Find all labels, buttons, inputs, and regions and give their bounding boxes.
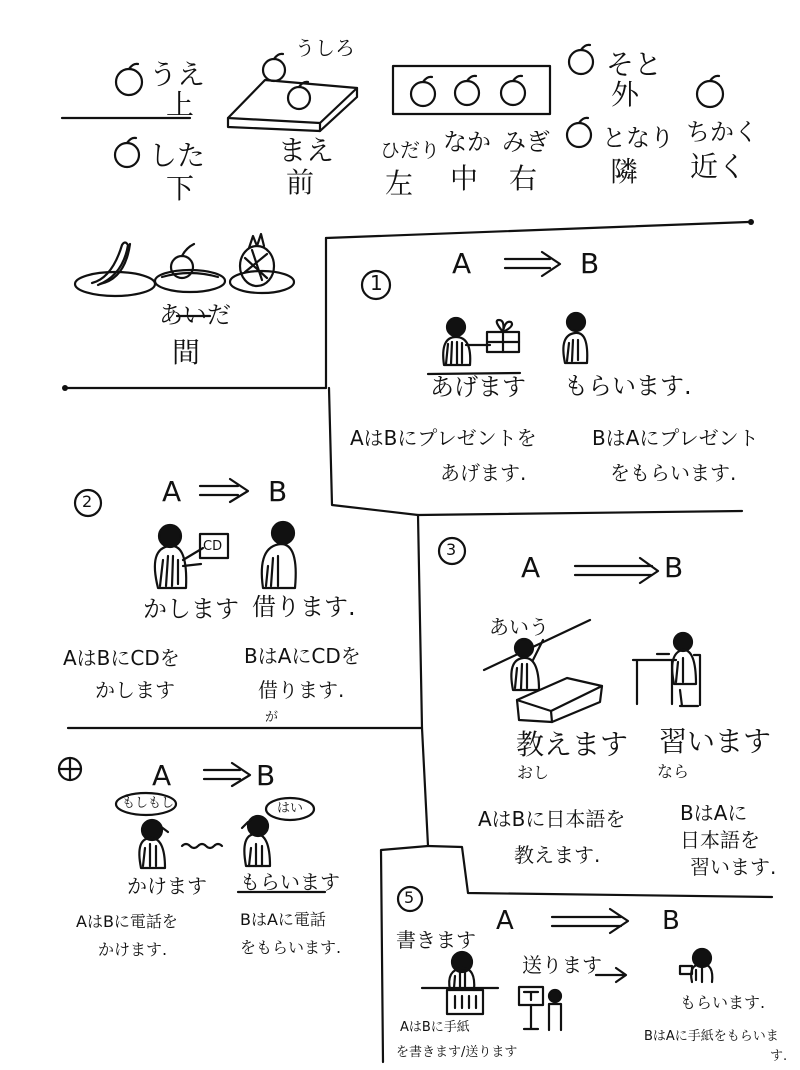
mae-kanji: 前 (286, 166, 315, 199)
double-arrow (505, 252, 560, 276)
section-3-sentence-a-line1: AはBに日本語を (478, 807, 626, 831)
double-arrow (552, 909, 628, 933)
naka-kanji: 中 (450, 162, 479, 195)
chikaku-kanji: 近く (690, 150, 747, 183)
section-2-sentence-a-line2: かします (95, 678, 175, 702)
apple-icon (288, 82, 310, 109)
section-1-from: A (452, 247, 472, 280)
section-3-to: B (664, 551, 684, 584)
ue-kanji: 上 (166, 88, 195, 121)
section-5-sentence-b-line1: BはAに手紙をもらいま (644, 1029, 779, 1044)
section-5-sentence-a-line1: AはBに手紙 (400, 1020, 470, 1035)
apple-icon (501, 76, 525, 105)
apple-icon (263, 54, 285, 81)
aida-kana: あいだ (159, 301, 231, 329)
student-figure (672, 633, 700, 706)
section-5-verb-b: もらいます. (680, 993, 766, 1012)
sender-figure (549, 990, 561, 1030)
apple-icon (455, 76, 479, 105)
apple-icon (115, 138, 139, 167)
tonari-kana: となり (602, 124, 674, 152)
soto-kana: そと (606, 48, 663, 81)
mailbox-icon (519, 987, 543, 1029)
cherry-plate-drawing (155, 244, 225, 292)
ushiro-kana: うしろ (295, 36, 355, 60)
section-4-sentence-a-line2: かけます. (98, 940, 168, 959)
section-3-from: A (521, 551, 541, 584)
section-5-sentence-a-line2: を書きます/送ります (396, 1045, 518, 1060)
section-3-sentence-a-line2: 教えます. (514, 843, 601, 867)
letter-paper-icon (447, 990, 483, 1014)
writer-figure (449, 952, 474, 990)
migi-kana: みぎ (502, 128, 550, 156)
bubble-b-text: はい (277, 801, 304, 816)
section-1-number: 1 (370, 271, 383, 295)
section-4-verb-a: かけます (127, 874, 207, 898)
blackboard-text: あいう (489, 615, 549, 639)
hidari-kana: ひだり (380, 138, 440, 162)
section-4-sentence-b-line2: をもらいます. (240, 938, 342, 957)
section-3-sentence-b-line2: 日本語を (680, 828, 760, 852)
double-arrow (204, 763, 250, 786)
section-1-sentence-a-line2: あげます. (440, 461, 527, 485)
divider-line (326, 222, 748, 238)
person-a-figure (155, 525, 203, 588)
banana-plate-drawing (75, 243, 155, 297)
section-2-furigana: が (265, 710, 279, 725)
tonari-kanji: 隣 (610, 155, 639, 188)
soto-kanji: 外 (611, 78, 640, 111)
person-b-figure (262, 522, 296, 588)
ue-kana: うえ (149, 58, 206, 91)
pineapple-plate-drawing (230, 234, 294, 293)
section-3-verb-b: 習います (659, 725, 772, 758)
section-5-from: A (496, 906, 514, 936)
section-1-verb-a: あげます (430, 373, 526, 401)
section-2-sentence-b-line1: BはAにCDを (244, 644, 361, 668)
apple-icon (697, 76, 723, 107)
naka-kana: なか (443, 128, 491, 156)
double-arrow (200, 479, 248, 502)
section-4-to: B (256, 759, 276, 792)
chikaku-kana: ちかく (686, 118, 758, 146)
section-5-verb-send: 送ります (522, 953, 602, 977)
mae-kana: まえ (278, 134, 335, 167)
section-2-sentence-b-line2: 借ります. (258, 678, 345, 702)
section-4-sentence-b-line1: BはAに電話 (240, 910, 326, 929)
section-5-to: B (662, 906, 680, 936)
hidari-kanji: 左 (385, 167, 414, 200)
person-b-figure (563, 313, 587, 363)
box-drawing (393, 66, 550, 114)
section-2-verb-a: かします (143, 595, 239, 623)
student-desk-drawing (633, 654, 676, 704)
divider-line (329, 388, 742, 515)
bubble-a-text: もしもし (122, 796, 175, 811)
section-2-from: A (162, 475, 182, 508)
section-3-reading-a: おし (517, 763, 550, 782)
apple-icon (569, 45, 593, 74)
section-3-reading-b: なら (657, 762, 690, 781)
migi-kanji: 右 (509, 162, 538, 195)
section-1-sentence-a-line1: AはBにプレゼントを (350, 426, 537, 450)
recipient-figure (680, 949, 712, 982)
apple-icon (567, 118, 591, 147)
section-4-verb-b: もらいます (240, 870, 340, 894)
section-1-sentence-b-line1: BはAにプレゼント (592, 426, 759, 450)
phone-wave-line (182, 844, 222, 848)
section-1-to: B (580, 247, 600, 280)
person-a-figure (443, 318, 490, 365)
teacher-figure (511, 639, 543, 690)
letter-lines (455, 996, 476, 1008)
apple-icon (116, 64, 142, 95)
aida-kanji: 間 (172, 336, 201, 369)
section-4-sentence-a-line1: AはBに電話を (76, 912, 178, 931)
section-5-verb-write: 書きます (396, 928, 476, 952)
section-3-verb-a: 教えます (516, 728, 629, 761)
double-arrow (575, 558, 658, 583)
section-2-to: B (268, 475, 288, 508)
section-2-sentence-a-line1: AはBにCDを (63, 646, 180, 670)
section-2-number: 2 (82, 492, 93, 511)
shita-kanji: 下 (166, 172, 195, 205)
section-3-sentence-b-line3: 習います. (690, 855, 777, 879)
section-4-from: A (152, 759, 172, 792)
desk-drawing (517, 678, 602, 722)
receiver-figure (242, 816, 270, 866)
section-5-sentence-b-line2: す. (770, 1049, 788, 1064)
section-3-number: 3 (446, 540, 457, 559)
caller-figure (139, 820, 168, 868)
divider-dot (62, 385, 68, 391)
gift-icon (487, 320, 519, 352)
apple-icon (411, 77, 435, 106)
section-3-sentence-b-line1: BはAに (680, 801, 748, 825)
cd-label: CD (203, 539, 223, 554)
section-5-number: 5 (404, 888, 415, 907)
section-1-verb-b: もらいます. (564, 372, 692, 400)
section-2-verb-b: 借ります. (252, 593, 356, 621)
section-1-sentence-b-line2: をもらいます. (610, 461, 737, 485)
divider-dot (748, 219, 754, 225)
shita-kana: した (149, 139, 206, 172)
